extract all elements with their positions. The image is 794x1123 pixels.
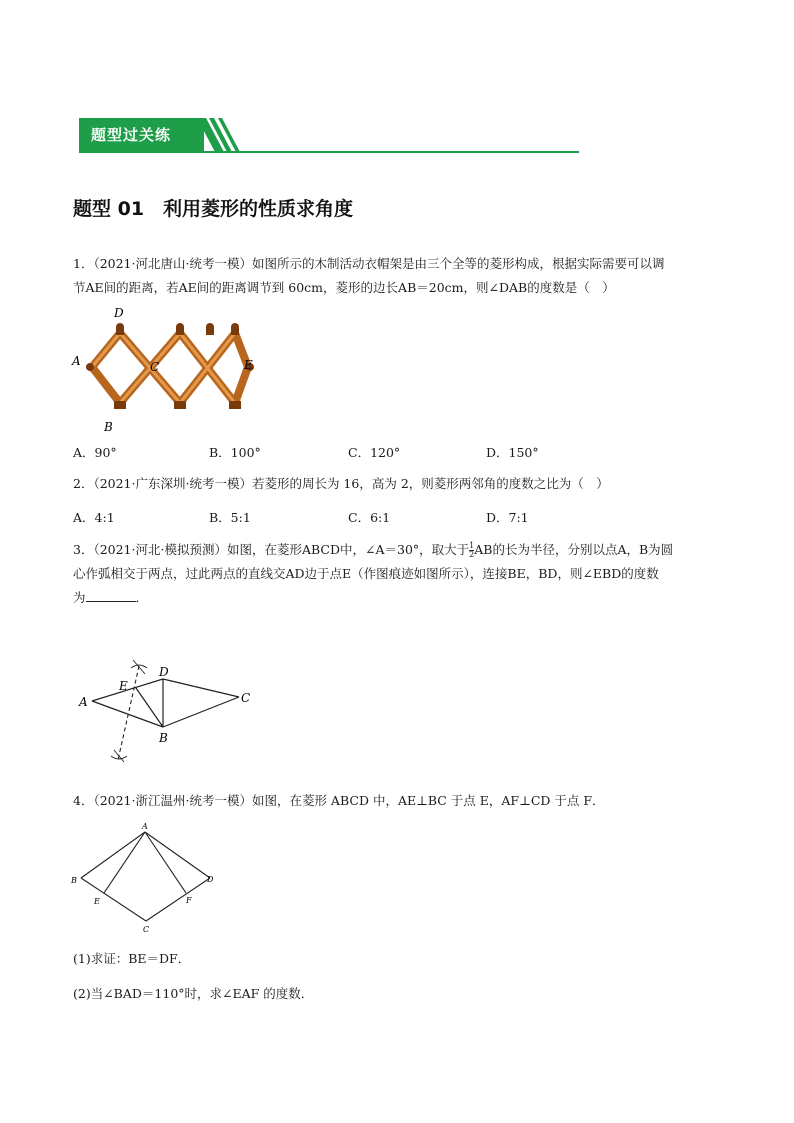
q2-option-d[interactable]: D．7:1 — [486, 510, 529, 525]
figure-label-b: B — [71, 876, 77, 885]
banner-stripes-icon — [197, 118, 247, 152]
q2-option-b[interactable]: B．5:1 — [209, 510, 251, 525]
question-4: 4．（2021·浙江温州·统考一模）如图，在菱形 ABCD 中，AE⊥BC 于点 E，AF⊥CD 于点 F． — [73, 793, 605, 808]
banner-title: 题型过关练 — [91, 126, 172, 144]
q2-option-a[interactable]: A．4:1 — [73, 510, 115, 525]
figure-label-d: D — [207, 875, 214, 884]
rhombus-label-c: C — [241, 691, 251, 705]
q1-option-b[interactable]: B．100° — [209, 445, 261, 460]
coat-rack-label-e: E — [244, 358, 253, 372]
rhombus-label-a: A — [79, 695, 88, 709]
figure-label-a: A — [142, 822, 148, 831]
figure-label-e: E — [94, 897, 100, 906]
question-1-line-2: 节AE间的距离，若AE间的距离调节到 60cm，菱形的边长AB＝20cm，则∠DAB的度数是（ ） — [73, 280, 615, 295]
question-3 — [73, 538, 733, 610]
figure-label-c: C — [143, 925, 150, 934]
section-banner — [79, 118, 579, 154]
banner-underline — [79, 151, 579, 153]
rhombus-label-e: E — [119, 679, 128, 693]
rhombus-construction-figure — [75, 652, 265, 772]
rhombus-abcd-figure — [68, 820, 228, 935]
rhombus-label-b: B — [159, 731, 168, 745]
fraction-half: $\frac{1}{2}$ — [469, 541, 475, 559]
coat-rack-label-d: D — [114, 306, 124, 320]
rhombus-label-d: D — [159, 665, 169, 679]
question-3-line-1: 3．（2021·河北·模拟预测）如图，在菱形ABCD中，∠A＝30°，取大于 $\frac{1}{2}$ AB的长为半径，分别以点A，B为圆 — [73, 541, 674, 559]
question-1-line-1: 1．（2021·河北唐山·统考一模）如图所示的木制活动衣帽架是由三个全等的菱形构成，根据实际需要可以调 — [73, 256, 665, 271]
q1-option-c[interactable]: C．120° — [348, 445, 401, 460]
question-2: 2．（2021·广东深圳·统考一模）若菱形的周长为 16，高为 2，则菱形两邻角的度数之比为（ ） — [73, 476, 609, 491]
question-4-part-2: (2)当∠BAD＝110°时，求∠EAF 的度数． — [73, 986, 314, 1001]
question-4-part-1: (1)求证：BE＝DF． — [73, 951, 191, 966]
coat-rack-figure — [70, 305, 270, 435]
question-1 — [73, 252, 733, 300]
q1-option-a[interactable]: A．90° — [73, 445, 117, 460]
answer-blank[interactable] — [86, 589, 136, 602]
figure-label-f: F — [186, 896, 192, 905]
q2-option-c[interactable]: C．6:1 — [348, 510, 391, 525]
section-title: 题型 01 利用菱形的性质求角度 — [73, 198, 354, 220]
question-3-line-2: 心作弧相交于两点，过此两点的直线交AD边于点E（作图痕迹如图所示），连接BE，BD，则∠EBD的度数 — [73, 566, 659, 581]
q1-option-d[interactable]: D．150° — [486, 445, 539, 460]
question-3-line-3: 为 ． — [73, 590, 149, 605]
coat-rack-label-c: C — [150, 360, 160, 374]
coat-rack-label-b: B — [104, 420, 113, 434]
coat-rack-label-a: A — [72, 354, 81, 368]
